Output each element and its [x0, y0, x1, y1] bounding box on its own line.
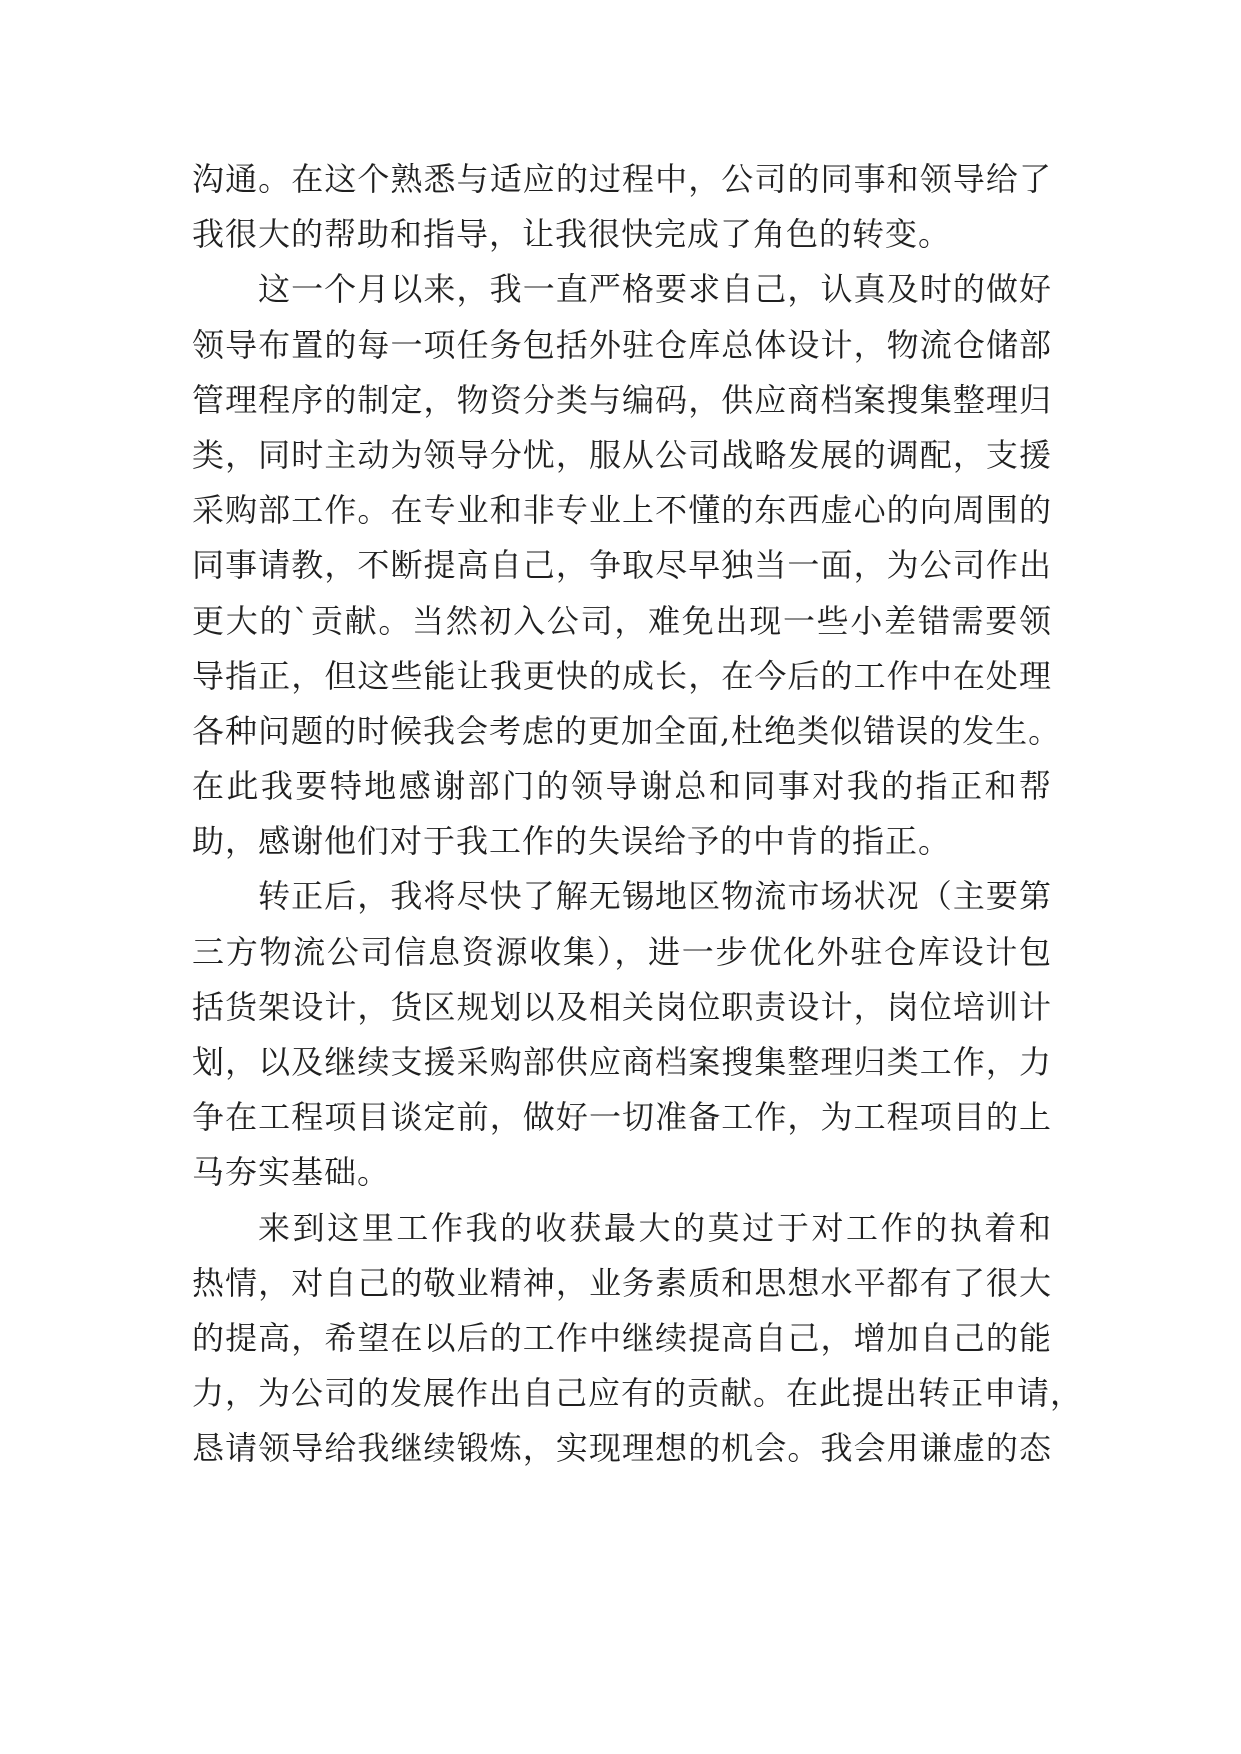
- text-line: 同事请教，不断提高自己，争取尽早独当一面，为公司作出: [192, 546, 1052, 585]
- text-line: 括货架设计，货区规划以及相关岗位职责设计，岗位培训计: [192, 987, 1052, 1026]
- text-line: 管理程序的制定，物资分类与编码，供应商档案搜集整理归: [192, 380, 1052, 419]
- text-line: 领导布置的每一项任务包括外驻仓库总体设计，物流仓储部: [192, 325, 1052, 364]
- text-line: 采购部工作。在专业和非专业上不懂的东西虚心的向周围的: [192, 491, 1052, 530]
- text-line: 类，同时主动为领导分忧，服从公司战略发展的调配，支援: [192, 435, 1052, 474]
- text-line: 各种问题的时候我会考虑的更加全面,杜绝类似错误的发生。: [192, 711, 1062, 750]
- text-line: 马夯实基础。: [192, 1153, 391, 1192]
- text-line: 划，以及继续支援采购部供应商档案搜集整理归类工作，力: [192, 1043, 1052, 1081]
- text-line: 助，感谢他们对于我工作的失误给予的中肯的指正。: [192, 822, 952, 861]
- text-line: 来到这里工作我的收获最大的莫过于对工作的执着和: [258, 1208, 1052, 1247]
- text-line: 导指正，但这些能让我更快的成长，在今后的工作中在处理: [192, 656, 1052, 695]
- text-line: 的提高，希望在以后的工作中继续提高自己，增加自己的能: [192, 1318, 1052, 1357]
- text-line: 在此我要特地感谢部门的领导谢总和同事对我的指正和帮: [192, 767, 1052, 806]
- text-line: 这一个月以来，我一直严格要求自己，认真及时的做好: [258, 270, 1052, 309]
- text-line: 争在工程项目谈定前，做好一切准备工作，为工程项目的上: [192, 1098, 1052, 1137]
- text-line: 恳请领导给我继续锻炼，实现理想的机会。我会用谦虚的态: [192, 1429, 1052, 1468]
- text-line: 力，为公司的发展作出自己应有的贡献。在此提出转正申请，: [192, 1374, 1084, 1413]
- body-text: [192, 152, 1084, 1477]
- text-line: 三方物流公司信息资源收集），进一步优化外驻仓库设计包: [192, 932, 1052, 971]
- text-line: 热情，对自己的敬业精神，业务素质和思想水平都有了很大: [192, 1263, 1052, 1302]
- text-line: 沟通。在这个熟悉与适应的过程中，公司的同事和领导给了: [192, 160, 1052, 198]
- text-line: 我很大的帮助和指导，让我很快完成了角色的转变。: [192, 215, 952, 254]
- text-line: 转正后，我将尽快了解无锡地区物流市场状况（主要第: [258, 877, 1052, 916]
- text-line: 更大的`贡献。当然初入公司，难免出现一些小差错需要领: [192, 601, 1052, 640]
